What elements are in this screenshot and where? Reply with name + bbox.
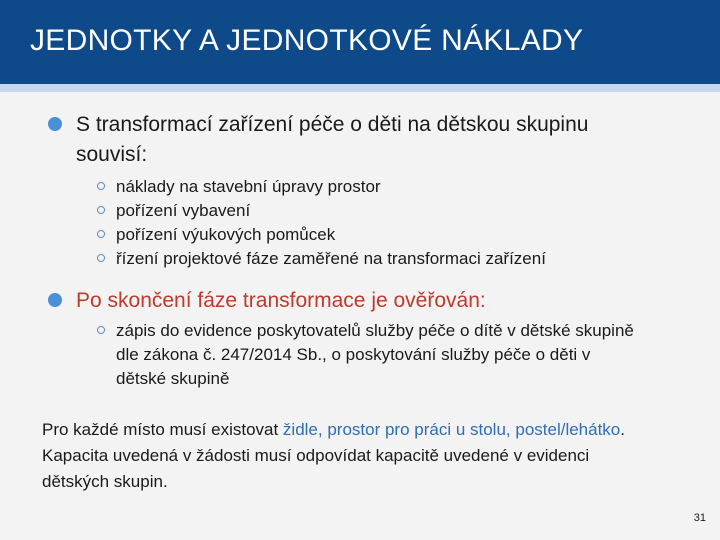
- bullet-marker-icon: [48, 293, 62, 307]
- bullet-1-item-2: pořízení vybavení: [116, 201, 251, 220]
- paragraph-suffix: .: [620, 420, 625, 439]
- bullet-2-item-line-3: dětské skupině: [116, 369, 230, 388]
- sub-bullet-icon: [97, 326, 105, 334]
- paragraph-highlight: židle, prostor pro práci u stolu, postel/lehátko: [282, 420, 621, 439]
- bullet-marker-icon: [48, 117, 62, 131]
- sub-bullet-icon: [97, 230, 105, 238]
- header-divider: [0, 84, 720, 92]
- sub-bullet-icon: [97, 206, 105, 214]
- paragraph-line-2: Kapacita uvedená v žádosti musí odpovídat kapacitě uvedené v evidenci: [42, 446, 590, 465]
- bullet-2-item-line-2: dle zákona č. 247/2014 Sb., o poskytování služby péče o děti v: [116, 345, 591, 364]
- slide-title: JEDNOTKY A JEDNOTKOVÉ NÁKLADY: [30, 24, 584, 57]
- bullet-1-line-2: souvisí:: [76, 143, 148, 166]
- bullet-1-item-4: řízení projektové fáze zaměřené na transformaci zařízení: [116, 249, 546, 268]
- bullet-2-text: Po skončení fáze transformace je ověřován:: [76, 289, 486, 312]
- sub-bullet-icon: [97, 254, 105, 262]
- paragraph-prefix: Pro každé místo musí existovat: [42, 420, 283, 439]
- bullet-1-item-3: pořízení výukových pomůcek: [116, 225, 336, 244]
- paragraph-line-3: dětských skupin.: [42, 472, 168, 491]
- bullet-2-item-line-1: zápis do evidence poskytovatelů služby péče o dítě v dětské skupině: [116, 321, 634, 340]
- bullet-1-line-1: S transformací zařízení péče o děti na dětskou skupinu: [76, 113, 589, 136]
- bullet-1-item-1: náklady na stavební úpravy prostor: [116, 177, 381, 196]
- page-number: 31: [693, 512, 706, 524]
- sub-bullet-icon: [97, 182, 105, 190]
- paragraph-line-1: [42, 417, 625, 443]
- slide-header: [0, 0, 720, 84]
